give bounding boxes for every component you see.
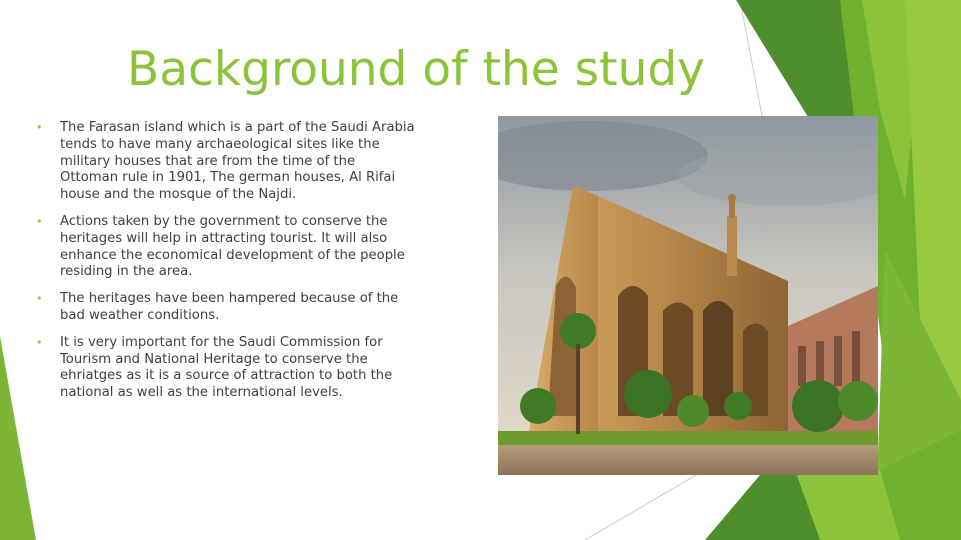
bullet-icon: • bbox=[36, 214, 43, 228]
right-building-window bbox=[816, 341, 824, 386]
bullet-item bbox=[36, 214, 416, 281]
road bbox=[498, 445, 878, 475]
bullet-text: The heritages have been hampered because of the bad weather conditions. bbox=[60, 291, 399, 323]
tree-trunk bbox=[576, 344, 580, 434]
tree bbox=[792, 380, 844, 432]
tree bbox=[838, 381, 878, 421]
minaret bbox=[727, 216, 737, 276]
bullet-item bbox=[36, 335, 416, 402]
tree bbox=[520, 388, 556, 424]
bullet-text: Actions taken by the government to conserve the heritages will help in attracting tourist. It will also enhance the economical development of the people residing in the area. bbox=[60, 213, 405, 280]
bullet-text: The Farasan island which is a part of the Saudi Arabia tends to have many archaeological sites like the military houses that are from the time of the Ottoman rule in 1901, The german houses, Al Rifai house and the mosque of the Najdi. bbox=[60, 120, 415, 203]
bullet-list bbox=[36, 120, 416, 412]
bullet-item bbox=[36, 291, 416, 325]
tree bbox=[560, 313, 596, 349]
minaret-dome bbox=[728, 194, 736, 202]
bullet-icon: • bbox=[36, 121, 43, 134]
right-building-window bbox=[798, 346, 806, 386]
slide-title: Background of the study bbox=[127, 42, 705, 97]
bullet-icon: • bbox=[36, 292, 43, 306]
bullet-text: It is very important for the Saudi Commission for Tourism and National Heritage to conserve the ehriatges as it is a source of attraction to both the national as well as the international levels. bbox=[60, 334, 393, 401]
right-building-window bbox=[834, 336, 842, 386]
left-accent-shape bbox=[0, 336, 36, 540]
right-building-window bbox=[852, 331, 860, 386]
bullet-icon: • bbox=[36, 335, 43, 349]
bullet-item bbox=[36, 120, 416, 204]
mosque-photo bbox=[498, 116, 878, 475]
tree bbox=[724, 392, 752, 420]
tree bbox=[624, 370, 672, 418]
tree bbox=[677, 395, 709, 427]
lawn bbox=[498, 431, 878, 445]
